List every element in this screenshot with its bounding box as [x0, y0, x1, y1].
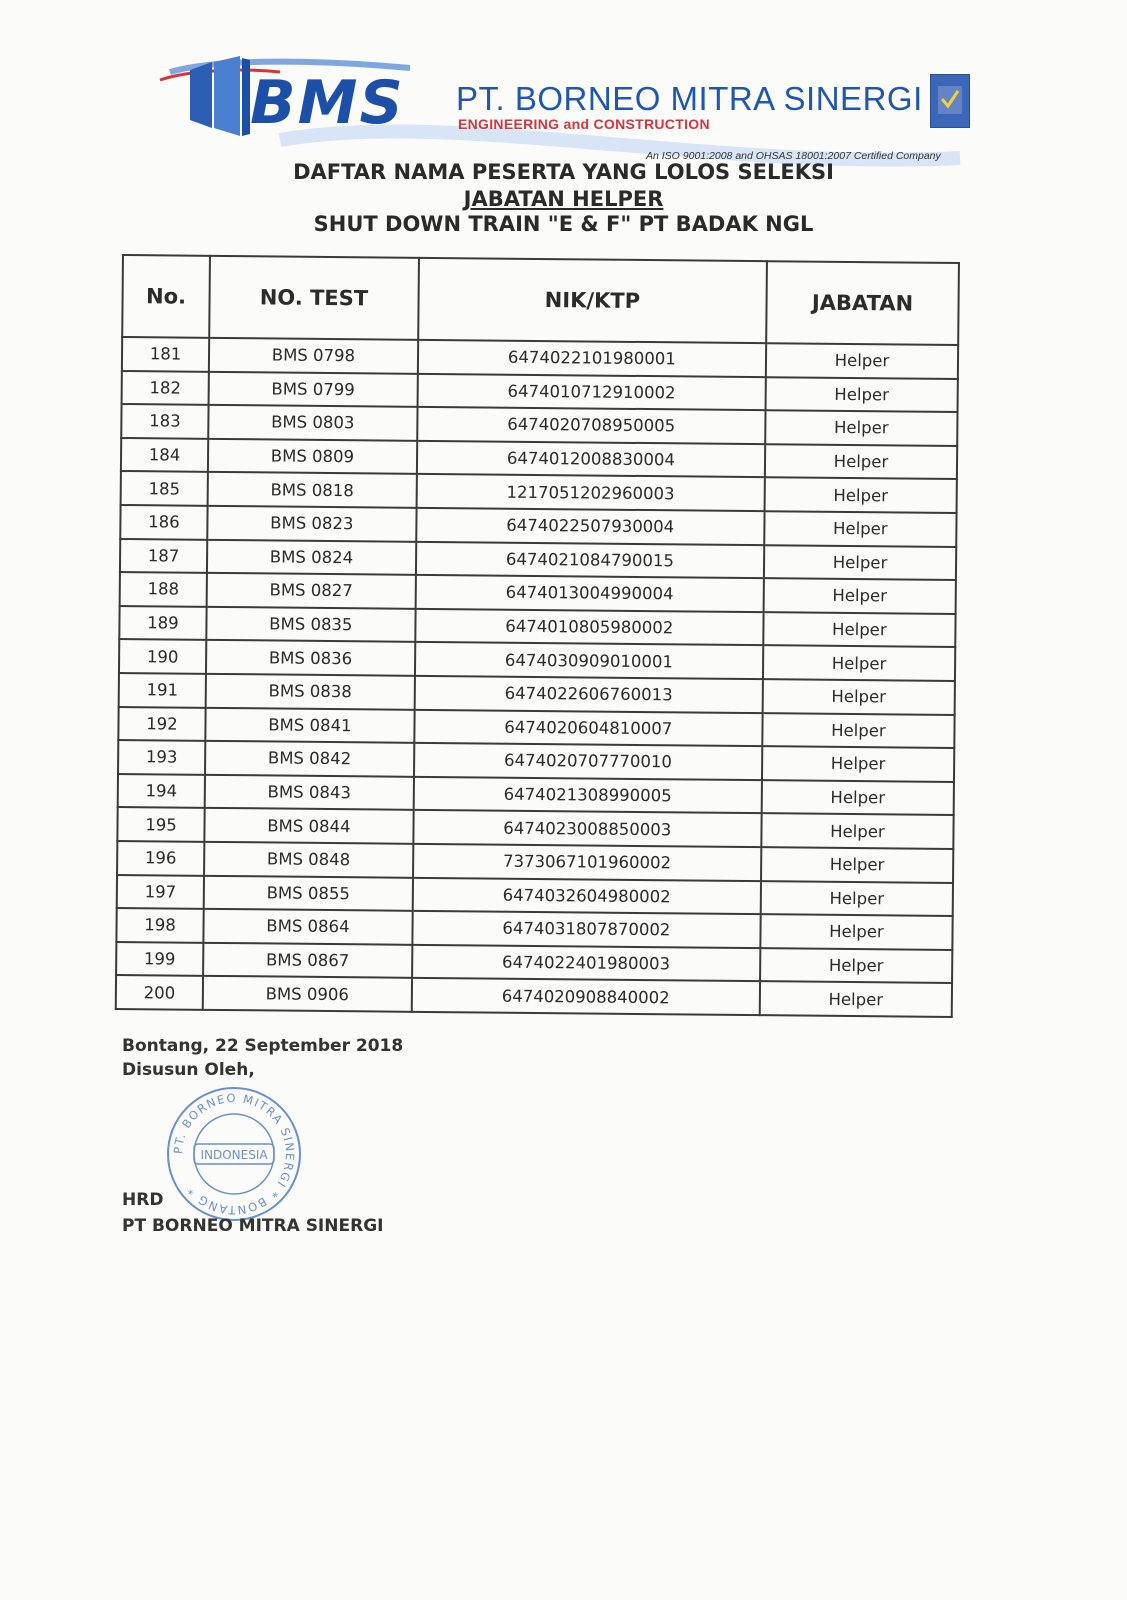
cell-no-test: BMS 0823 — [207, 506, 416, 542]
cell-nik-ktp: 6474020604810007 — [414, 709, 762, 746]
cell-nik-ktp: 6474022507930004 — [416, 508, 764, 545]
cell-nik-ktp: 6474010712910002 — [417, 373, 765, 410]
cell-jabatan: Helper — [760, 981, 952, 1016]
company-tagline: ENGINEERING and CONSTRUCTION — [458, 116, 710, 132]
cell-no: 182 — [122, 371, 209, 405]
participants-table — [115, 254, 960, 1018]
cell-no-test: BMS 0843 — [205, 775, 414, 811]
cell-nik-ktp: 6474021308990005 — [413, 777, 761, 814]
cell-no: 183 — [121, 404, 208, 438]
cell-jabatan: Helper — [763, 646, 955, 681]
svg-text:PT. BORNEO MITRA SINERGI * BON: PT. BORNEO MITRA SINERGI * BONTANG * — [170, 1090, 298, 1218]
cell-nik-ktp: 1217051202960003 — [416, 474, 764, 511]
cell-no-test: BMS 0798 — [209, 338, 418, 374]
header-no: No. — [122, 255, 210, 338]
cell-no-test: BMS 0867 — [203, 943, 412, 979]
cell-nik-ktp: 6474032604980002 — [412, 877, 760, 914]
cell-nik-ktp: 6474023008850003 — [413, 810, 761, 847]
cell-jabatan: Helper — [765, 444, 957, 479]
cell-nik-ktp: 6474031807870002 — [412, 911, 760, 948]
logo-text: BMS — [250, 68, 405, 138]
cell-no: 187 — [120, 539, 207, 573]
cell-jabatan: Helper — [761, 813, 953, 848]
cell-jabatan: Helper — [764, 545, 956, 580]
cell-no: 195 — [117, 807, 204, 841]
cell-no-test: BMS 0836 — [206, 640, 415, 676]
cell-jabatan: Helper — [765, 410, 957, 445]
cell-jabatan: Helper — [761, 847, 953, 882]
cell-jabatan: Helper — [764, 578, 956, 613]
cell-no-test: BMS 0841 — [205, 707, 414, 743]
cell-no-test: BMS 0809 — [208, 439, 417, 475]
cell-jabatan: Helper — [763, 612, 955, 647]
cell-jabatan: Helper — [760, 914, 952, 949]
cell-jabatan: Helper — [764, 511, 956, 546]
cell-jabatan: Helper — [762, 780, 954, 815]
company-stamp — [164, 1084, 304, 1224]
document-title: DAFTAR NAMA PESERTA YANG LOLOS SELEKSI — [293, 160, 834, 184]
header-jabatan: JABATAN — [766, 261, 959, 345]
cell-jabatan: Helper — [764, 478, 956, 513]
table-header-row — [122, 255, 959, 345]
company-name: PT. BORNEO MITRA SINERGI — [456, 80, 923, 117]
signatory-company: PT BORNEO MITRA SINERGI — [122, 1216, 384, 1236]
cell-no: 181 — [122, 337, 209, 371]
prepared-by: Disusun Oleh, — [122, 1060, 255, 1080]
cell-no-test: BMS 0838 — [206, 674, 415, 710]
cell-nik-ktp: 6474010805980002 — [415, 609, 763, 646]
cell-no: 197 — [117, 874, 204, 908]
cell-nik-ktp: 6474021084790015 — [416, 541, 764, 578]
cell-nik-ktp: 7373067101960002 — [413, 844, 761, 881]
cell-nik-ktp: 6474020707770010 — [414, 743, 762, 780]
cell-jabatan: Helper — [762, 746, 954, 781]
cell-no-test: BMS 0803 — [208, 405, 417, 441]
cell-nik-ktp: 6474022401980003 — [412, 945, 760, 982]
cell-no: 194 — [118, 774, 205, 808]
cell-no: 184 — [121, 438, 208, 472]
cell-nik-ktp: 6474022101980001 — [418, 340, 766, 377]
place-date: Bontang, 22 September 2018 — [122, 1036, 404, 1056]
cell-no: 186 — [120, 505, 207, 539]
cell-no-test: BMS 0855 — [204, 875, 413, 911]
iso-badge-icon — [930, 74, 970, 128]
cell-no-test: BMS 0864 — [203, 909, 412, 945]
cell-no: 200 — [116, 975, 203, 1009]
svg-text:INDONESIA: INDONESIA — [200, 1148, 268, 1162]
cell-no-test: BMS 0818 — [208, 472, 417, 508]
cell-no-test: BMS 0824 — [207, 539, 416, 575]
cell-jabatan: Helper — [762, 713, 954, 748]
cell-no-test: BMS 0844 — [204, 808, 413, 844]
cell-no-test: BMS 0827 — [207, 573, 416, 609]
position-title: JABATAN HELPER — [463, 187, 664, 211]
project-title: SHUT DOWN TRAIN "E & F" PT BADAK NGL — [313, 212, 814, 236]
certification-text: An ISO 9001:2008 and OHSAS 18001:2007 Certified Company — [646, 150, 941, 162]
cell-nik-ktp: 6474022606760013 — [414, 676, 762, 713]
cell-nik-ktp: 6474020708950005 — [417, 407, 765, 444]
cell-no-test: BMS 0848 — [204, 842, 413, 878]
cell-no: 199 — [116, 942, 203, 976]
cell-nik-ktp: 6474012008830004 — [417, 441, 765, 478]
cell-nik-ktp: 6474013004990004 — [415, 575, 763, 612]
signatory-role: HRD — [122, 1190, 164, 1210]
cell-no-test: BMS 0906 — [203, 976, 412, 1012]
table-body — [116, 337, 958, 1017]
cell-no: 193 — [118, 740, 205, 774]
letterhead — [150, 50, 980, 170]
cell-no: 198 — [116, 908, 203, 942]
cell-no: 192 — [118, 707, 205, 741]
cell-no: 188 — [120, 572, 207, 606]
table-row — [116, 975, 952, 1017]
cell-no: 196 — [117, 841, 204, 875]
cell-jabatan: Helper — [765, 377, 957, 412]
cell-no: 189 — [119, 606, 206, 640]
cell-no-test: BMS 0835 — [206, 607, 415, 643]
header-no-test: NO. TEST — [209, 256, 419, 340]
cell-no: 191 — [119, 673, 206, 707]
cell-nik-ktp: 6474020908840002 — [412, 978, 760, 1015]
cell-jabatan: Helper — [760, 948, 952, 983]
participants-table-wrapper — [115, 254, 960, 1018]
cell-nik-ktp: 6474030909010001 — [415, 642, 763, 679]
cell-no: 185 — [121, 471, 208, 505]
cell-no-test: BMS 0842 — [205, 741, 414, 777]
cell-jabatan: Helper — [766, 343, 958, 378]
cell-no-test: BMS 0799 — [209, 371, 418, 407]
header-nik-ktp: NIK/KTP — [418, 258, 767, 343]
cell-jabatan: Helper — [763, 679, 955, 714]
cell-no: 190 — [119, 639, 206, 673]
cell-jabatan: Helper — [761, 881, 953, 916]
